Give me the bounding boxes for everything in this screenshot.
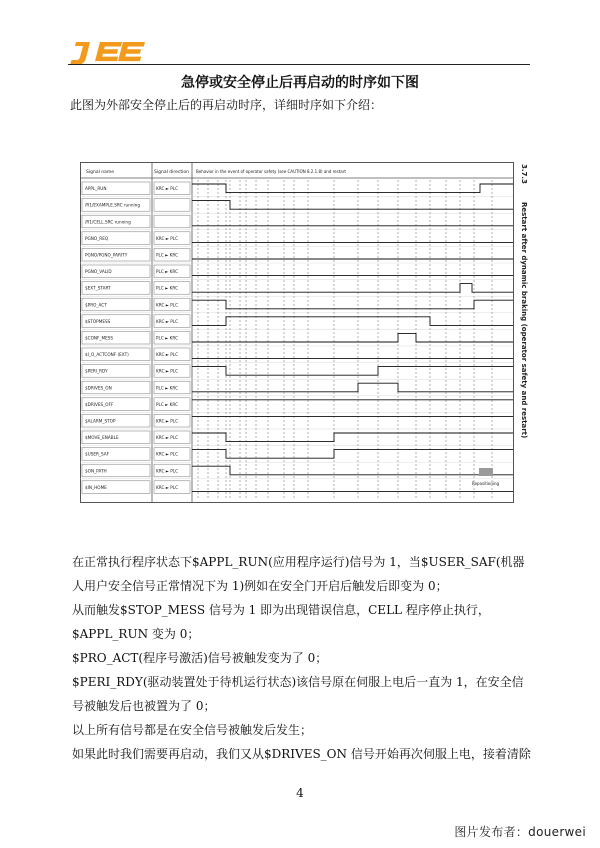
col-signal-header: Signal name: [86, 170, 115, 175]
signal-name: $STOPMESS: [85, 318, 111, 324]
signal-name: $MOVE_ENABLE: [85, 435, 119, 441]
signal-name: PGNO_REQ: [85, 235, 109, 241]
jee-logo: [68, 40, 146, 66]
signal-direction: PLC ► KRC: [156, 285, 179, 291]
signal-direction: KRC ► PLC: [156, 484, 179, 490]
header-rule: [68, 64, 530, 65]
intro-text: 此图为外部安全停止后的再启动时序，详细时序如下介绍：: [70, 98, 383, 112]
signal-row: [80, 412, 513, 427]
signal-direction: PLC ► KRC: [156, 335, 179, 341]
signal-direction: KRC ► PLC: [156, 368, 179, 374]
page-number: 4: [296, 786, 304, 800]
signal-name: $USER_SAF: [85, 451, 110, 457]
page-title: 急停或安全停止后再启动的时序如下图: [181, 75, 419, 91]
signal-name: $DRIVES_OFF: [85, 401, 114, 407]
signal-name: $CONF_MESS: [85, 335, 114, 341]
logo-text: JEE: [68, 40, 70, 41]
paragraph: 以上所有信号都是在安全信号被触发后发生；: [72, 723, 313, 737]
signal-name: PGNO_VALID: [85, 269, 112, 275]
col-behavior-header: Behavior in the event of operator safety (see CAUTION 8.2.1.8) and restart: [196, 169, 346, 174]
signal-direction: PLC ► KRC: [156, 401, 179, 407]
credit-text: 图片发布者：douerwei: [454, 825, 586, 839]
signal-direction: PLC ► KRC: [156, 252, 179, 258]
signal-name: PGNO/PGNO_PARITY: [85, 252, 128, 258]
signal-direction: KRC ► PLC: [156, 318, 179, 324]
section-number: 3.7.3: [520, 164, 528, 184]
signal-name: /R1/EXAMPLE.SRC running: [85, 202, 140, 208]
paragraph: $PERI_RDY(驱动装置处于待机运行状态)该信号原在伺服上电后一直为 1，在安全信号被触发后也被置为了 0；: [72, 675, 524, 713]
signal-direction: KRC ► PLC: [156, 302, 179, 308]
signal-name: $PRO_ACT: [85, 302, 107, 308]
body-text: [72, 550, 534, 766]
side-title: Restart after dynamic braking (operator safety and restart): [520, 202, 528, 439]
signal-direction: KRC ► PLC: [156, 435, 179, 441]
signal-row: [82, 182, 190, 195]
signal-name: $ALARM_STOP: [85, 418, 116, 424]
signal-direction: KRC ► PLC: [156, 186, 179, 192]
paragraph: 在正常执行程序状态下$APPL_RUN(应用程序运行)信号为 1，当$USER_SAF(机器人用户安全信号正常情况下为 1)例如在安全门开启后触发后即变为 0；: [72, 555, 525, 593]
signal-name: /R1/CELL.SRC running: [85, 219, 131, 225]
repositioning-label: Repositioning: [472, 481, 500, 486]
col-direction-header: Signal direction: [154, 170, 189, 175]
signal-name: $PERI_RDY: [85, 368, 108, 374]
paragraph: 如果此时我们需要再启动，我们又从$DRIVES_ON 信号开始再次伺服上电，接着清除: [72, 747, 531, 761]
signal-direction: KRC ► PLC: [156, 468, 179, 474]
signal-name: $ON_PATH: [85, 468, 107, 474]
signal-name: $EXT_START: [85, 285, 111, 291]
paragraph: $PRO_ACT(程序号激活)信号被触发变为了 0；: [72, 651, 328, 665]
signal-direction: KRC ► PLC: [156, 235, 179, 241]
timing-diagram: [80, 162, 535, 507]
signal-direction: PLC ► KRC: [156, 269, 179, 275]
signal-row: [80, 396, 513, 411]
signal-direction: KRC ► PLC: [156, 352, 179, 358]
signal-direction: KRC ► PLC: [156, 418, 179, 424]
signal-direction: PLC ► KRC: [156, 385, 179, 391]
paragraph: 从而触发$STOP_MESS 信号为 1 即为出现错误信息，CELL 程序停止执行，$APPL_RUN 变为 0；: [72, 603, 490, 641]
signal-name: $DRIVES_ON: [85, 385, 112, 391]
signal-name: $IN_HOME: [85, 484, 107, 490]
signal-name: $I_O_ACTCONF (EXT): [85, 352, 129, 358]
repositioning-box: [479, 468, 493, 476]
signal-name: APPL_RUN: [85, 186, 107, 192]
signal-direction: KRC ► PLC: [156, 451, 179, 457]
